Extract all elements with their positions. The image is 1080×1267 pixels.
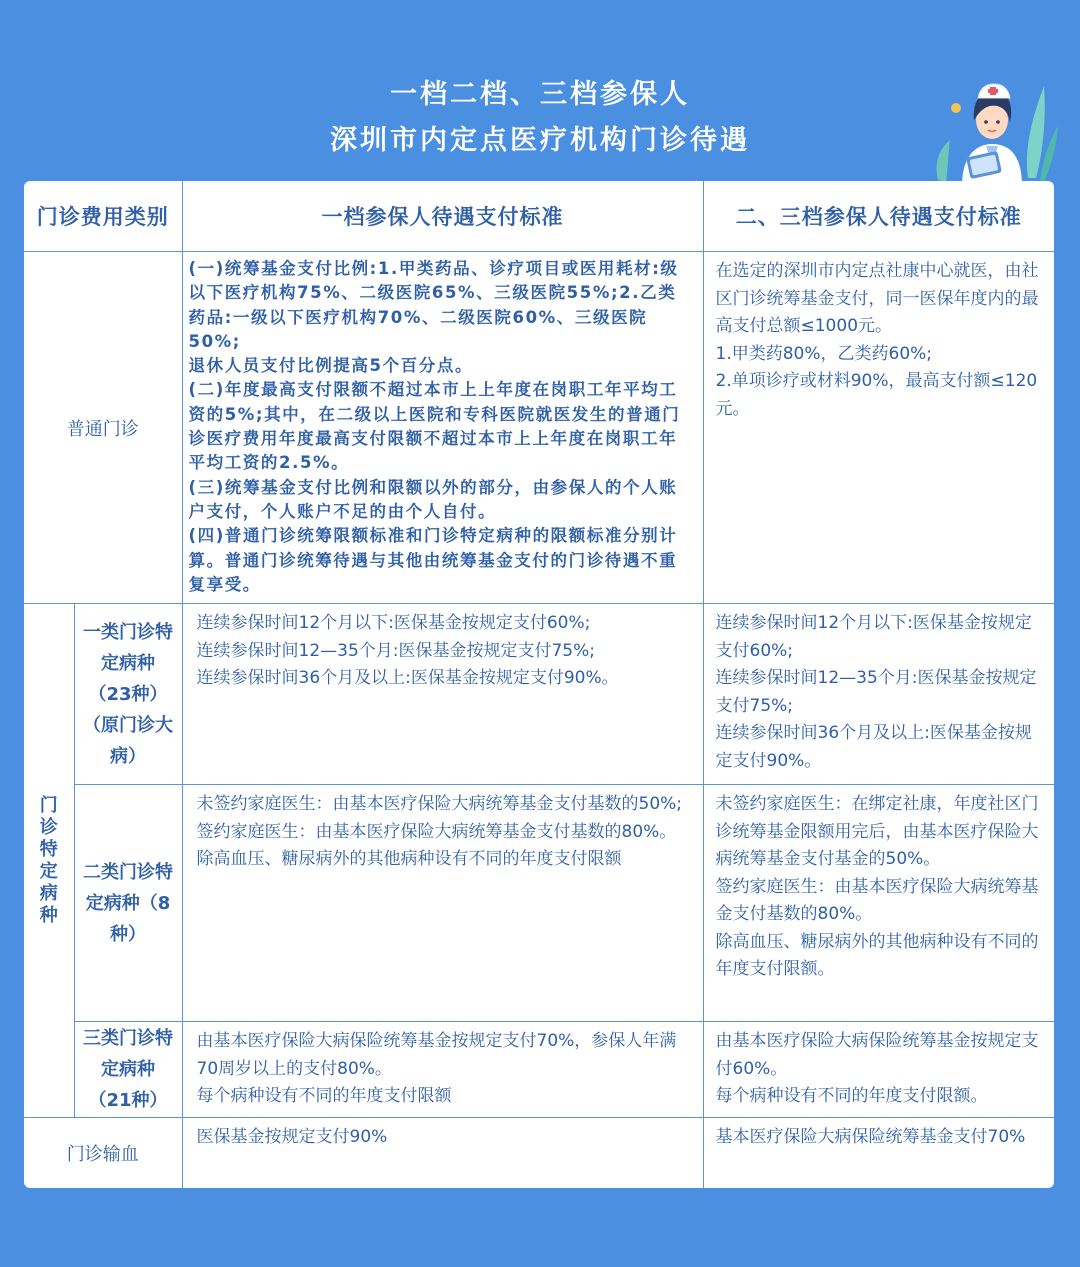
- general-tier1-cell: [182, 252, 703, 604]
- table-header-row: [24, 181, 1054, 252]
- table-row-general-outpatient: [24, 252, 1054, 604]
- table-row-special-class1: [24, 604, 1054, 785]
- benefits-table: [24, 181, 1054, 1188]
- class3-tier23-para: 每个病种设有不同的年度支付限额。: [715, 1086, 988, 1107]
- transfusion-tier1-cell: 医保基金按规定支付90%: [182, 1118, 703, 1188]
- table-row-transfusion: [24, 1118, 1054, 1188]
- class1-tier1-para: 连续参保时间12—35个月:医保基金按规定支付75%;: [196, 640, 596, 661]
- special-category-label: 门诊特定病种: [39, 794, 58, 926]
- benefits-table-card: [24, 181, 1054, 1188]
- general-tier23-cell: [703, 252, 1054, 604]
- column-header-tier23: 二、三档参保人待遇支付标准: [703, 181, 1054, 252]
- special-class3-name: 三类门诊特定病种（21种）: [74, 1022, 182, 1118]
- class2-tier1-para: 除高血压、糖尿病外的其他病种设有不同的年度支付限额: [196, 849, 622, 870]
- row-label-general: 普通门诊: [24, 252, 182, 604]
- class3-tier1-cell: [182, 1022, 703, 1118]
- class1-tier23-para: 连续参保时间12—35个月:医保基金按规定支付75%;: [715, 668, 1037, 716]
- class1-tier23-para: 连续参保时间12个月以下:医保基金按规定支付60%;: [715, 613, 1032, 661]
- general-tier1-para: (一)统筹基金支付比例:1.甲类药品、诊疗项目或医用耗材:级以下医疗机构75%、二级医院65%、三级医院55%;2.乙类药品:一级以下医疗机构70%、二级医院60%、三级医院50%;: [188, 259, 679, 351]
- page-title-line2: 深圳市内定点医疗机构门诊待遇: [330, 125, 750, 156]
- column-header-tier1: 一档参保人待遇支付标准: [182, 181, 703, 252]
- general-tier23-para: 1.甲类药80%，乙类药60%;: [715, 343, 933, 364]
- general-tier1-para: (三)统筹基金支付比例和限额以外的部分，由参保人的个人账户支付，个人账户不足的由个人自付。: [188, 477, 678, 521]
- general-tier1-para: 退休人员支付比例提高5个百分点。: [188, 356, 474, 376]
- special-class2-name: 二类门诊特定病种（8种）: [74, 785, 182, 1022]
- table-row-special-class3: [24, 1022, 1054, 1118]
- class1-tier1-para: 连续参保时间36个月及以上:医保基金按规定支付90%。: [196, 668, 619, 689]
- class2-tier1-para: 未签约家庭医生：由基本医疗保险大病统筹基金支付基数的50%;: [196, 794, 683, 815]
- general-tier23-para: 在选定的深圳市内定点社康中心就医，由社区门诊统筹基金支付，同一医保年度内的最高支付总额≤1000元。: [715, 261, 1039, 336]
- general-tier1-para: (二)年度最高支付限额不超过本市上上年度在岗职工年平均工资的5%;其中，在二级以上医院和专科医院就医发生的普通门诊医疗费用年度最高支付限额不超过本市上上年度在岗职工年平均工资的2.5%。: [188, 380, 681, 473]
- row-label-special: [24, 604, 74, 1118]
- general-tier1-para: (四)普通门诊统筹限额标准和门诊特定病种的限额标准分别计算。普通门诊统筹待遇与其他由统筹基金支付的门诊待遇不重复享受。: [188, 526, 678, 594]
- page-header: [0, 72, 1080, 164]
- table-row-special-class2: [24, 785, 1054, 1022]
- nurse-illustration-icon: [928, 68, 1058, 186]
- class2-tier23-para: 未签约家庭医生：在绑定社康，年度社区门诊统筹基金限额用完后，由基本医疗保险大病统筹基金支付基金的50%。: [715, 794, 1039, 870]
- class2-tier23-para: 除高血压、糖尿病外的其他病种设有不同的年度支付限额。: [715, 931, 1039, 980]
- class2-tier23-para: 签约家庭医生：由基本医疗保险大病统筹基金支付基数的80%。: [715, 876, 1039, 925]
- class1-tier23-cell: [703, 604, 1054, 785]
- special-class1-name: 一类门诊特定病种（23种）（原门诊大病）: [74, 604, 182, 785]
- class3-tier1-para: 每个病种设有不同的年度支付限额: [196, 1086, 452, 1107]
- class3-tier23-para: 由基本医疗保险大病保险统筹基金按规定支付60%。: [715, 1031, 1039, 1079]
- class3-tier23-cell: [703, 1022, 1054, 1118]
- page-title-line1: 一档二档、三档参保人: [390, 79, 690, 110]
- class2-tier23-cell: [703, 785, 1054, 1022]
- column-header-category: 门诊费用类别: [24, 181, 182, 252]
- class1-tier1-cell: [182, 604, 703, 785]
- class3-tier1-para: 由基本医疗保险大病保险统筹基金按规定支付70%，参保人年满70周岁以上的支付80%。: [196, 1031, 677, 1079]
- class1-tier1-para: 连续参保时间12个月以下:医保基金按规定支付60%;: [196, 613, 591, 634]
- class1-tier23-para: 连续参保时间36个月及以上:医保基金按规定支付90%。: [715, 723, 1032, 771]
- row-label-transfusion: 门诊输血: [24, 1118, 182, 1188]
- class2-tier1-cell: [182, 785, 703, 1022]
- transfusion-tier23-cell: 基本医疗保险大病保险统筹基金支付70%: [703, 1118, 1054, 1188]
- general-tier23-para: 2.单项诊疗或材料90%，最高支付额≤120元。: [715, 371, 1038, 419]
- class2-tier1-para: 签约家庭医生：由基本医疗保险大病统筹基金支付基数的80%。: [196, 821, 677, 842]
